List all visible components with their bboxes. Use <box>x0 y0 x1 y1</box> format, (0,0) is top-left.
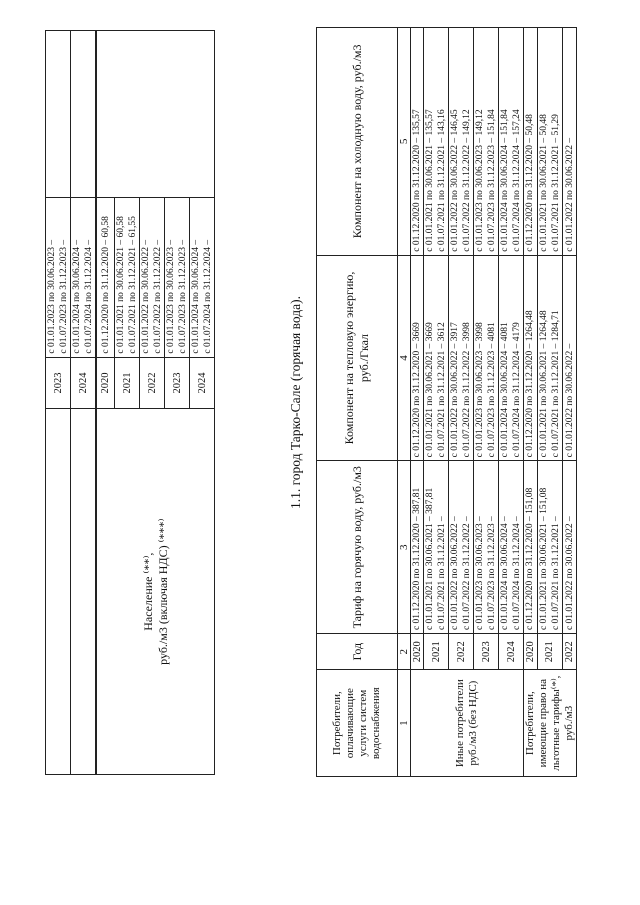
population-tariff-table <box>45 30 215 775</box>
hot-water-tariff-table <box>316 27 577 777</box>
year-cell: 2022 <box>140 357 165 409</box>
empty-cell <box>46 409 71 775</box>
cold-water-cell: с 01.01.2021 по 30.06.2021 – 135,57 с 01.07.2021 по 31.12.2021 – 143,16 <box>424 28 449 256</box>
empty-cell <box>71 31 97 198</box>
cold-water-cell: с 01.01.2021 по 30.06.2021 – 50,48 с 01.07.2021 по 31.12.2021 – 51,29 <box>537 28 563 256</box>
consumer-group-cell: Иные потребители руб./м3 (без НДС) <box>411 670 524 777</box>
column-number: 1 <box>398 670 411 777</box>
column-number: 5 <box>398 28 411 256</box>
table-row <box>411 28 424 777</box>
year-cell: 2024 <box>499 634 524 670</box>
table-row <box>71 31 97 775</box>
tariff-cell: с 01.12.2020 по 31.12.2020 – 60,58 <box>96 198 115 357</box>
table-row <box>46 31 71 775</box>
cold-water-cell: с 01.01.2024 по 30.06.2024 – 151,84 с 01.07.2024 по 31.12.2024 – 157,24 <box>499 28 524 256</box>
year-cell: 2024 <box>71 357 97 409</box>
year-cell: 2021 <box>115 357 140 409</box>
heat-cell: с 01.01.2022 по 30.06.2022 – <box>563 255 577 461</box>
cold-water-cell: с 01.12.2020 по 31.12.2020 – 50,48 <box>524 28 538 256</box>
year-cell: 2020 <box>96 357 115 409</box>
cold-water-cell: с 01.12.2020 по 31.12.2020 – 135,57 <box>411 28 424 256</box>
column-number: 3 <box>398 461 411 634</box>
table-row <box>96 31 115 775</box>
tariff-cell: с 01.01.2024 по 30.06.2024 – с 01.07.2024 по 31.12.2024 – <box>71 198 97 357</box>
column-number: 4 <box>398 255 411 461</box>
table-row <box>499 28 524 777</box>
hot-water-cell: с 01.01.2024 по 30.06.2024 – с 01.07.2024 по 31.12.2024 – <box>499 461 524 634</box>
tariff-cell: с 01.01.2021 по 30.06.2021 – 60,58 с 01.07.2021 по 31.12.2021 – 61,55 <box>115 198 140 357</box>
header-hot-water-tariff: Тариф на горячую воду, руб./м3 <box>317 461 398 634</box>
hot-water-cell: с 01.01.2022 по 30.06.2022 – <box>563 461 577 634</box>
cold-water-cell: с 01.01.2022 по 30.06.2022 – <box>563 28 577 256</box>
cold-water-cell: с 01.01.2022 по 30.06.2022 – 146,45 с 01.07.2022 по 31.12.2022 – 149,12 <box>449 28 474 256</box>
hot-water-cell: с 01.01.2023 по 30.06.2023 – с 01.07.2023 по 31.12.2023 – <box>474 461 499 634</box>
hot-water-cell: с 01.01.2022 по 30.06.2022 – с 01.07.2022 по 31.12.2022 – <box>449 461 474 634</box>
year-cell: 2021 <box>537 634 563 670</box>
table-row <box>524 28 538 777</box>
section-heading: 1.1. город Тарко-Сале (горячая вода). <box>288 295 303 510</box>
header-heat-component: Компонент на тепловую энергию, руб./Гкал <box>317 255 398 461</box>
heat-cell: с 01.01.2023 по 30.06.2023 – 3998 с 01.07.2023 по 31.12.2023 – 4081 <box>474 255 499 461</box>
table-row <box>449 28 474 777</box>
year-cell: 2023 <box>46 357 71 409</box>
hot-water-cell: с 01.01.2021 по 30.06.2021 – 387,81 с 01.07.2021 по 31.12.2021 – <box>424 461 449 634</box>
column-number: 2 <box>398 634 411 670</box>
year-cell: 2024 <box>190 357 215 409</box>
tariff-cell: с 01.01.2022 по 30.06.2022 – с 01.07.2022 по 31.12.2022 – <box>140 198 165 357</box>
column-number-row <box>398 28 411 777</box>
table-row <box>424 28 449 777</box>
table-row <box>537 28 563 777</box>
hot-water-cell: с 01.12.2020 по 31.12.2020 – 387,81 <box>411 461 424 634</box>
year-cell: 2022 <box>449 634 474 670</box>
heat-cell: с 01.12.2020 по 31.12.2020 – 1264,48 <box>524 255 538 461</box>
header-consumer: Потребители, оплачивающие услуги систем водоснабжения <box>317 670 398 777</box>
table-row <box>563 28 577 777</box>
tariff-cell: с 01.01.2023 по 30.06.2023 – с 01.07.2023 по 31.12.2023 – <box>46 198 71 357</box>
population-consumer-cell: Население ⁽**⁾, руб./м3 (включая НДС) ⁽***⁾ <box>96 409 215 775</box>
year-cell: 2023 <box>474 634 499 670</box>
heat-cell: с 01.01.2021 по 30.06.2021 – 3669 с 01.07.2021 по 31.12.2021 – 3612 <box>424 255 449 461</box>
heat-cell: с 01.01.2024 по 30.06.2024 – 4081 с 01.07.2024 по 31.12.2024 – 4179 <box>499 255 524 461</box>
table-header-row <box>317 28 398 777</box>
header-year: Год <box>317 634 398 670</box>
heat-cell: с 01.01.2022 по 30.06.2022 – 3917 с 01.07.2022 по 31.12.2022 – 3998 <box>449 255 474 461</box>
empty-cell <box>46 31 71 198</box>
year-cell: 2023 <box>165 357 190 409</box>
header-cold-water-component: Компонент на холодную воду, руб./м3 <box>317 28 398 256</box>
empty-cell <box>96 31 215 198</box>
cold-water-cell: с 01.01.2023 по 30.06.2023 – 149,12 с 01.07.2023 по 31.12.2023 – 151,84 <box>474 28 499 256</box>
empty-cell <box>71 409 97 775</box>
heat-cell: с 01.01.2021 по 30.06.2021 – 1264,48 с 01.07.2021 по 31.12.2021 – 1284,71 <box>537 255 563 461</box>
heat-cell: с 01.12.2020 по 31.12.2020 – 3669 <box>411 255 424 461</box>
tariff-cell: с 01.01.2024 по 30.06.2024 – с 01.07.2024 по 31.12.2024 – <box>190 198 215 357</box>
hot-water-cell: с 01.01.2021 по 30.06.2021 – 151,08 с 01.07.2021 по 31.12.2021 – <box>537 461 563 634</box>
year-cell: 2020 <box>411 634 424 670</box>
year-cell: 2022 <box>563 634 577 670</box>
tariff-cell: с 01.01.2023 по 30.06.2023 – с 01.07.2023 по 31.12.2023 – <box>165 198 190 357</box>
consumer-group-cell: Потребители, имеющие право на льготные тарифы⁽*⁾, руб./м3 <box>524 670 577 777</box>
year-cell: 2021 <box>424 634 449 670</box>
year-cell: 2020 <box>524 634 538 670</box>
table-row <box>474 28 499 777</box>
hot-water-cell: с 01.12.2020 по 31.12.2020 – 151,08 <box>524 461 538 634</box>
